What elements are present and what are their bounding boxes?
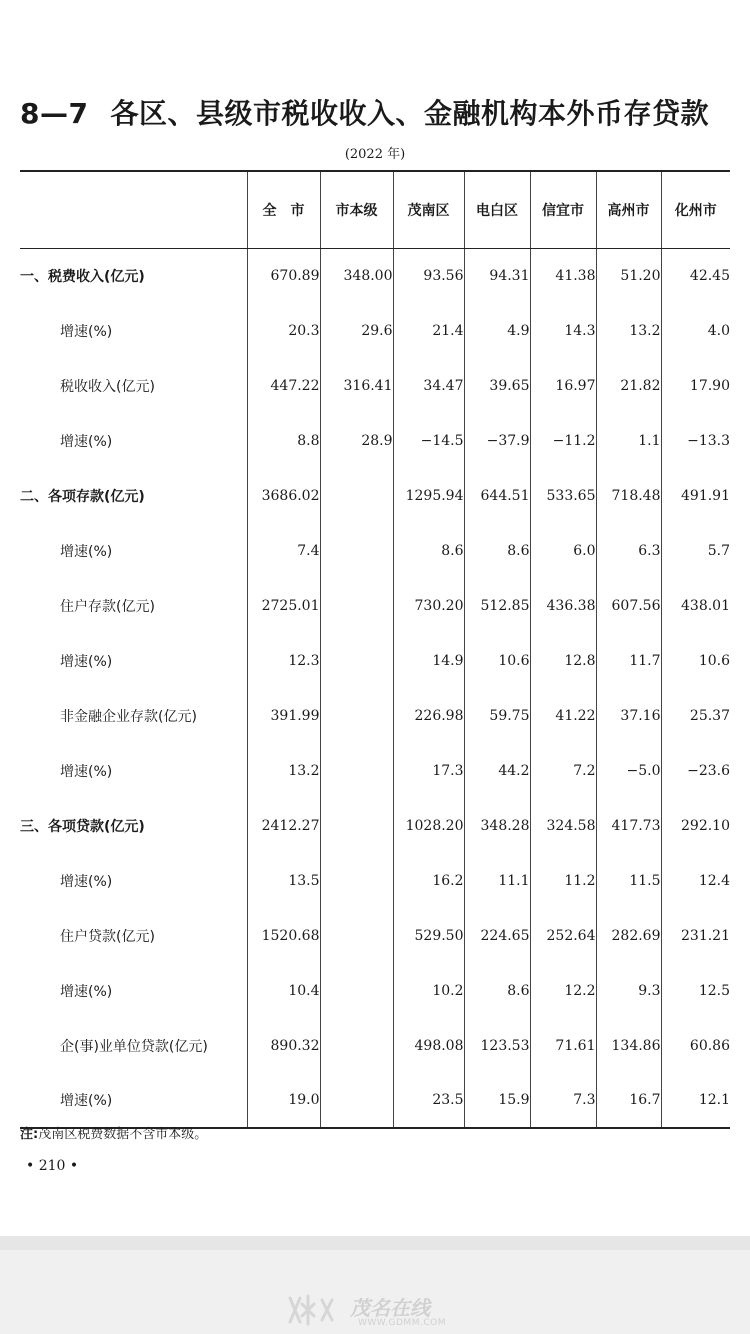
table-cell: 14.9 [393,633,464,688]
row-label: 增速(%) [60,653,113,670]
table-cell [320,578,393,633]
table-body [20,248,730,1128]
table-cell: −11.2 [530,413,596,468]
row-label: 增速(%) [60,763,113,780]
divider-band [0,1236,750,1250]
table-row [20,963,730,1018]
table-cell: 607.56 [596,578,661,633]
table-cell: 8.6 [464,523,530,578]
table-row [20,523,730,578]
table-cell [320,688,393,743]
table-cell: 2412.27 [247,798,320,853]
header-row [20,171,730,248]
row-label: 增速(%) [60,433,113,450]
table-cell: 282.69 [596,908,661,963]
table-cell: 15.9 [464,1073,530,1128]
table-cell: 11.1 [464,853,530,908]
table-cell: 8.6 [464,963,530,1018]
page-number: • 210 • [26,1158,79,1174]
table-cell: 10.6 [464,633,530,688]
table-cell: 348.00 [320,248,393,303]
table-cell [320,633,393,688]
table-cell: 94.31 [464,248,530,303]
table-cell: 11.5 [596,853,661,908]
table-row [20,853,730,908]
table-cell: 324.58 [530,798,596,853]
table-cell: 59.75 [464,688,530,743]
table-cell: 12.4 [661,853,730,908]
table-title-text: 各区、县级市税收收入、金融机构本外币存贷款 [110,97,709,130]
footnote [20,1123,207,1142]
table-cell: 4.9 [464,303,530,358]
row-label: 住户贷款(亿元) [60,928,155,945]
table-row [20,248,730,303]
row-label: 一、税费收入(亿元) [20,268,145,285]
table-cell: 21.82 [596,358,661,413]
watermark-text: 茂名在线 [350,1296,430,1320]
table-cell [320,908,393,963]
table-cell: 2725.01 [247,578,320,633]
table-cell: 9.3 [596,963,661,1018]
table-cell: 8.8 [247,413,320,468]
column-header: 高州市 [596,171,661,248]
watermark-logo-icon [280,1290,340,1330]
table-cell [320,523,393,578]
table-cell: 1295.94 [393,468,464,523]
table-cell: 498.08 [393,1018,464,1073]
table-row [20,743,730,798]
table-cell: 16.7 [596,1073,661,1128]
table-cell: 252.64 [530,908,596,963]
table-cell: 529.50 [393,908,464,963]
statistics-table [20,170,730,1129]
table-row [20,1018,730,1073]
table-subtitle: (2022 年) [344,147,406,162]
table-cell [320,853,393,908]
row-label: 企(事)业单位贷款(亿元) [60,1038,208,1055]
table-cell: 41.38 [530,248,596,303]
table-row [20,633,730,688]
table-cell: 533.65 [530,468,596,523]
table-cell: 890.32 [247,1018,320,1073]
row-label: 增速(%) [60,543,113,560]
table-cell: 23.5 [393,1073,464,1128]
table-cell: 10.4 [247,963,320,1018]
table-cell: −13.3 [661,413,730,468]
table-cell: 39.65 [464,358,530,413]
table-cell: 17.90 [661,358,730,413]
footnote-prefix: 注: [20,1127,39,1142]
table-cell: 1028.20 [393,798,464,853]
table-cell: 13.5 [247,853,320,908]
table-row [20,578,730,633]
table-cell: 348.28 [464,798,530,853]
table-number: 8—7 [20,97,89,130]
table-cell: 10.2 [393,963,464,1018]
table-cell: 11.7 [596,633,661,688]
table-cell: 134.86 [596,1018,661,1073]
table-cell: 123.53 [464,1018,530,1073]
table-cell: 447.22 [247,358,320,413]
table-cell: 93.56 [393,248,464,303]
table-cell: 316.41 [320,358,393,413]
table-cell: 12.2 [530,963,596,1018]
row-label: 二、各项存款(亿元) [20,488,145,505]
table-cell [320,798,393,853]
row-label: 增速(%) [60,323,113,340]
table-cell: 13.2 [247,743,320,798]
table-cell: −37.9 [464,413,530,468]
table-cell [320,1073,393,1128]
table-row [20,1073,730,1128]
row-label: 三、各项贷款(亿元) [20,818,145,835]
table-cell: 1520.68 [247,908,320,963]
table-cell: 8.6 [393,523,464,578]
table-row [20,303,730,358]
table-cell: 231.21 [661,908,730,963]
column-header: 茂南区 [393,171,464,248]
table-cell: 21.4 [393,303,464,358]
row-label: 增速(%) [60,983,113,1000]
table-cell: 41.22 [530,688,596,743]
table-cell: −14.5 [393,413,464,468]
table-cell: 3686.02 [247,468,320,523]
table-cell: 12.3 [247,633,320,688]
row-label: 增速(%) [60,873,113,890]
table-cell: 51.20 [596,248,661,303]
table-cell: 6.0 [530,523,596,578]
row-label: 税收收入(亿元) [60,378,155,395]
table-cell: 19.0 [247,1073,320,1128]
table-cell: 29.6 [320,303,393,358]
table-row [20,688,730,743]
table-cell: 10.6 [661,633,730,688]
table-cell: 718.48 [596,468,661,523]
column-header: 全 市 [247,171,320,248]
table-cell: 60.86 [661,1018,730,1073]
row-label: 非金融企业存款(亿元) [60,708,197,725]
table-cell: 6.3 [596,523,661,578]
table-cell: 37.16 [596,688,661,743]
table-cell: 7.4 [247,523,320,578]
table-cell: 25.37 [661,688,730,743]
header-corner [20,171,247,248]
table-cell: 7.3 [530,1073,596,1128]
footnote-text: 茂南区税费数据不含市本级。 [38,1127,208,1142]
column-header: 信宜市 [530,171,596,248]
table-cell: 226.98 [393,688,464,743]
watermark-url: WWW.GDMM.COM [358,1318,446,1328]
table-cell: 28.9 [320,413,393,468]
table-cell: 14.3 [530,303,596,358]
table-cell: 12.8 [530,633,596,688]
table-cell: 12.1 [661,1073,730,1128]
table-cell: −23.6 [661,743,730,798]
table-cell: −5.0 [596,743,661,798]
row-label: 住户存款(亿元) [60,598,155,615]
column-header: 市本级 [320,171,393,248]
row-label: 增速(%) [20,1073,247,1128]
table-cell: 644.51 [464,468,530,523]
table-cell: 391.99 [247,688,320,743]
table-cell: 42.45 [661,248,730,303]
table-cell: 438.01 [661,578,730,633]
table-cell: 1.1 [596,413,661,468]
table-cell: 16.97 [530,358,596,413]
table-cell: 71.61 [530,1018,596,1073]
table-cell: 44.2 [464,743,530,798]
table-row [20,908,730,963]
table-cell [320,963,393,1018]
table-cell: 417.73 [596,798,661,853]
table-cell: 17.3 [393,743,464,798]
table-cell: 491.91 [661,468,730,523]
table-cell: 730.20 [393,578,464,633]
table-row [20,798,730,853]
table-cell [320,1018,393,1073]
table-cell: 34.47 [393,358,464,413]
table-row [20,468,730,523]
table-cell: 436.38 [530,578,596,633]
table-row [20,358,730,413]
table-cell: 13.2 [596,303,661,358]
column-header: 化州市 [661,171,730,248]
table-cell: 5.7 [661,523,730,578]
table-cell [320,743,393,798]
table-cell: 12.5 [661,963,730,1018]
watermark [280,1290,480,1334]
column-header: 电白区 [464,171,530,248]
table-cell: 512.85 [464,578,530,633]
table-cell: 7.2 [530,743,596,798]
table-cell: 4.0 [661,303,730,358]
table-cell: 16.2 [393,853,464,908]
table-cell: 292.10 [661,798,730,853]
table-cell: 670.89 [247,248,320,303]
table-cell: 224.65 [464,908,530,963]
table-cell: 11.2 [530,853,596,908]
table-title [20,92,735,132]
table-cell: 20.3 [247,303,320,358]
table-cell [320,468,393,523]
table-row [20,413,730,468]
